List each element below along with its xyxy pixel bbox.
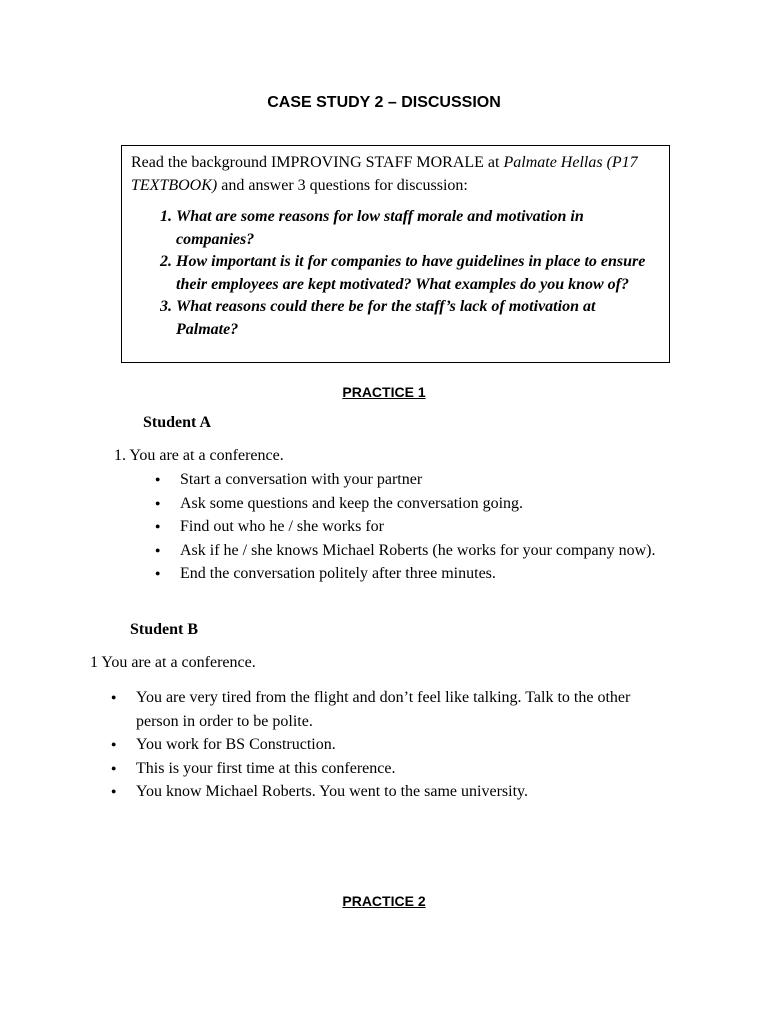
student-a-task: 1. You are at a conference. — [114, 447, 284, 464]
student-b-label: Student B — [130, 621, 199, 638]
intro-text: Read the background IMPROVING STAFF MORALE at — [131, 154, 504, 171]
list-item: ● This is your first time at this conference. — [111, 757, 671, 781]
question-item: 1. What are some reasons for low staff morale and motivation in companies? — [176, 206, 661, 251]
intro-italic-text: Palmate Hellas (P17 TEXTBOOK) — [131, 154, 638, 194]
student-a-bullets — [135, 468, 675, 586]
list-item: ● Start a conversation with your partner — [135, 468, 675, 492]
list-item: ● Ask some questions and keep the conversation going. — [135, 492, 675, 516]
case-study-instructions — [131, 151, 661, 197]
student-b-bullets — [111, 686, 671, 804]
list-item: ● You are very tired from the flight and don’t feel like talking. Talk to the other person in order to be polite. — [111, 686, 671, 733]
discussion-questions — [131, 206, 661, 341]
case-study-box — [121, 145, 670, 363]
list-item: ● Ask if he / she knows Michael Roberts (he works for your company now). — [135, 539, 675, 563]
practice-1-heading: PRACTICE 1 — [342, 384, 426, 400]
practice-2-heading: PRACTICE 2 — [342, 893, 426, 909]
question-item: 2. How important is it for companies to have guidelines in place to ensure their employees are kept motivated? What examples do you know of? — [176, 251, 661, 296]
student-b-task: 1 You are at a conference. — [90, 654, 256, 671]
list-item: ● Find out who he / she works for — [135, 515, 675, 539]
student-a-label: Student A — [143, 414, 212, 431]
intro-text-end: and answer 3 questions for discussion: — [217, 177, 468, 194]
document-title: CASE STUDY 2 – DISCUSSION — [267, 94, 501, 111]
list-item: ● You work for BS Construction. — [111, 733, 671, 757]
list-item: ● You know Michael Roberts. You went to the same university. — [111, 780, 671, 804]
list-item: ● End the conversation politely after three minutes. — [135, 562, 675, 586]
question-item: 3. What reasons could there be for the staff’s lack of motivation at Palmate? — [176, 296, 661, 341]
